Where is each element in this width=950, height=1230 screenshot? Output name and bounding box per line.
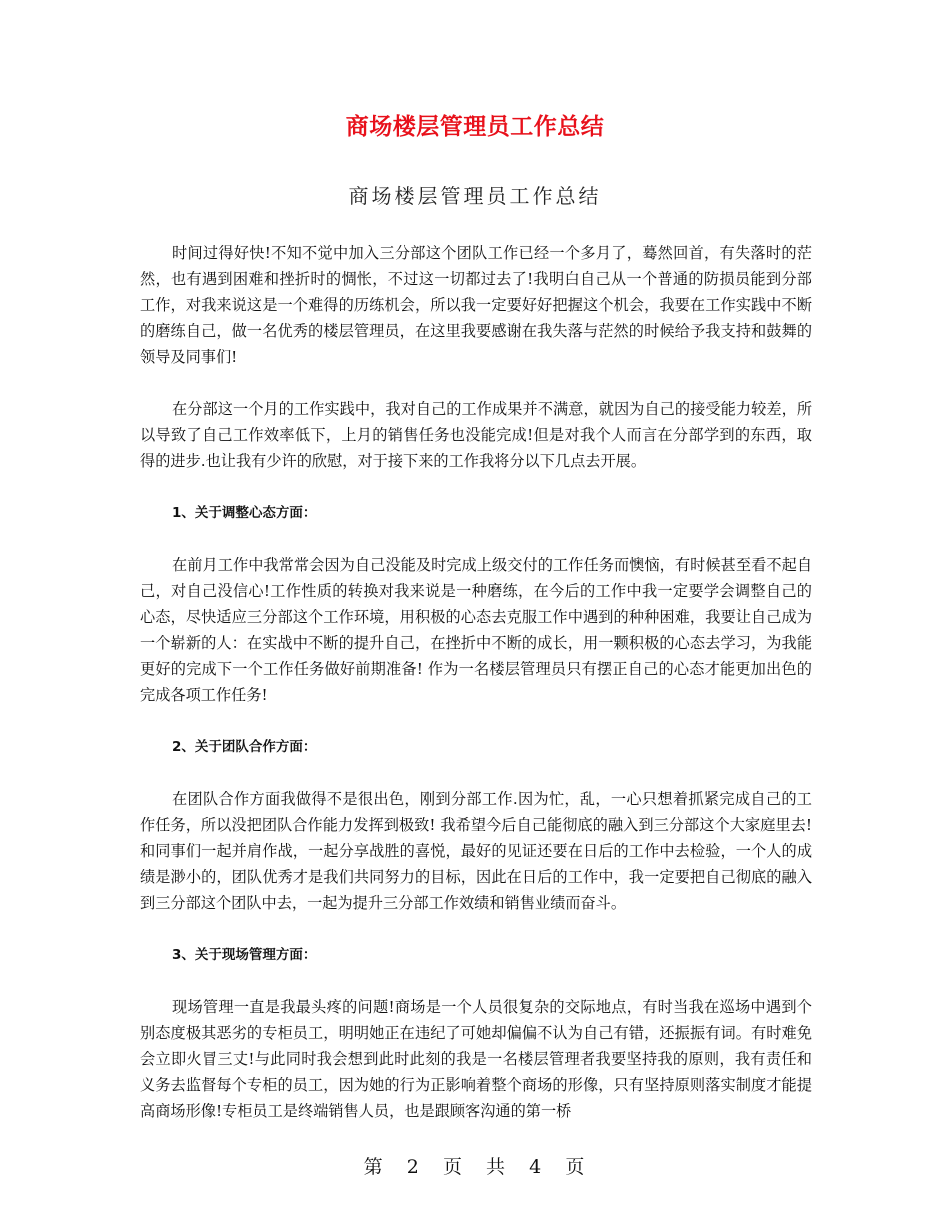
page-suffix: 页 [565,1156,587,1178]
page-total: 4 [529,1156,544,1178]
page-number-footer [0,1152,950,1179]
paragraph-intro: 时间过得好快!不知不觉中加入三分部这个团队工作已经一个多月了，蓦然回首，有失落时的茫然，也有遇到困难和挫折时的惆怅，不过这一切都过去了!我明白自己从一个普通的防损员能到分部工作，对我来说这是一个难得的历练机会，所以我一定要好好把握这个机会，我要在工作实践中不断的磨练自己，做一名优秀的楼层管理员，在这里我要感谢在我失落与茫然的时候给予我支持和鼓舞的领导及同事们! [140,244,812,366]
section-body-mindset: 在前月工作中我常常会因为自己没能及时完成上级交付的工作任务而懊恼，有时候甚至看不起自己，对自己没信心!工作性质的转换对我来说是一种磨练，在今后的工作中我一定要学会调整自己的心态，尽快适应三分部这个工作环境，用积极的心态去克服工作中遇到的种种困难，我要让自己成为一个崭新的人：在实战中不断的提升自己，在挫折中不断的成长，用一颗积极的心态去学习，为我能更好的完成下一个工作任务做好前期准备! 作为一名楼层管理员只有摆正自己的心态才能更加出色的完成各项工作任务! [140,556,812,704]
document-subtitle: 商场楼层管理员工作总结 [348,184,602,208]
page-mid: 页 [442,1156,464,1178]
section-heading-mindset: 1、关于调整心态方面： [172,505,317,521]
section-heading-site-management: 3、关于现场管理方面： [172,947,317,963]
page-total-prefix: 共 [486,1156,508,1178]
section-heading-teamwork: 2、关于团队合作方面： [172,739,317,755]
section-body-site-management: 现场管理一直是我最头疼的问题!商场是一个人员很复杂的交际地点，有时当我在巡场中遇到个别态度极其恶劣的专柜员工，明明她正在违纪了可她却偏偏不认为自己有错，还振振有词。有时难免会立即火冒三丈!与此同时我会想到此时此刻的我是一名楼层管理者我要坚持我的原则，我有责任和义务去监督每个专柜的员工，因为她的行为正影响着整个商场的形像，只有坚持原则落实制度才能提高商场形像!专柜员工是终端销售人员，也是跟顾客沟通的第一桥 [140,998,812,1120]
document-title: 商场楼层管理员工作总结 [345,114,605,140]
page-prefix: 第 [363,1156,385,1178]
section-body-teamwork: 在团队合作方面我做得不是很出色，刚到分部工作.因为忙，乱，一心只想着抓紧完成自己的工作任务，所以没把团队合作能力发挥到极致! 我希望今后自己能彻底的融入到三分部这个大家庭里去!和同事们一起并肩作战，一起分享战胜的喜悦，最好的见证还要在日后的工作中去检验，一个人的成绩是渺小的，团队优秀才是我们共同努力的目标，因此在日后的工作中，我一定要把自己彻底的融入到三分部这个团队中去，一起为提升三分部工作效绩和销售业绩而奋斗。 [140,790,812,912]
paragraph-overview: 在分部这一个月的工作实践中，我对自己的工作成果并不满意，就因为自己的接受能力较差，所以导致了自己工作效率低下，上月的销售任务也没能完成!但是对我个人而言在分部学到的东西，取得的进步.也让我有少许的欣慰，对于接下来的工作我将分以下几点去开展。 [140,400,812,470]
page-current: 2 [406,1156,421,1178]
document-body [140,240,812,1150]
